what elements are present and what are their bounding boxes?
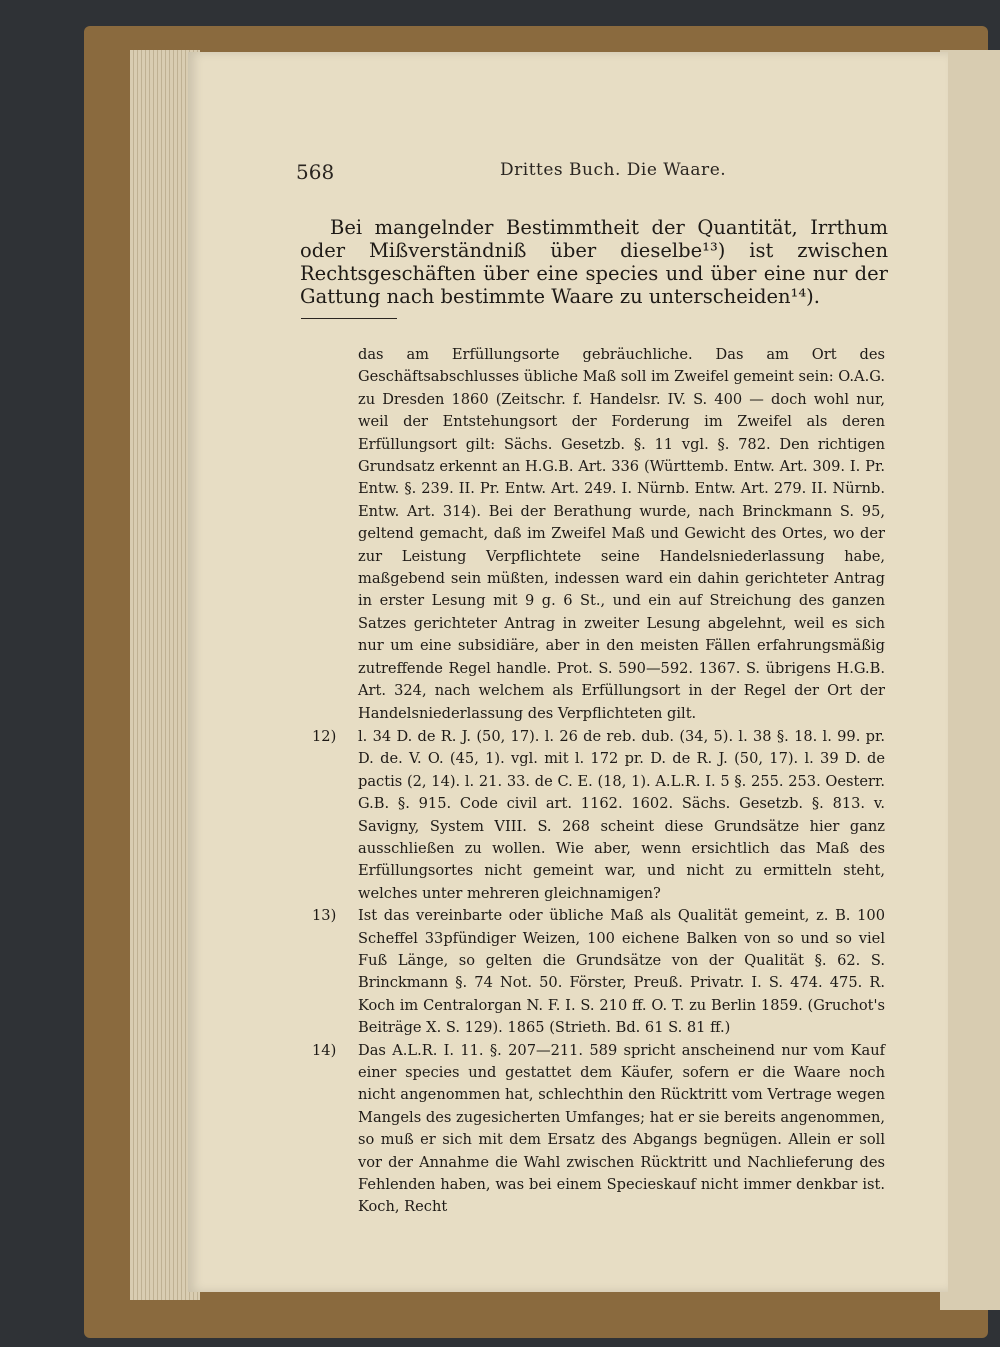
footnote-number: 14) xyxy=(312,1041,337,1059)
footnote-rule xyxy=(301,318,397,319)
footnote-continuation: das am Erfüllungsorte gebräuchliche. Das am Ort des Geschäftsabschlusses übliche Maß soll im Zweifel gemeint sein: O.A.G. zu Dresden 1860 (Zeitschr. f. Handelsr. IV. S. 400 — doch wohl nur, weil der Entstehungsort der Forderung im Zweifel als deren Erfüllungsort gilt: Sächs. Gesetzb. §. 11 vgl. §. 782. Den richtigen Grundsatz erkennt an H.G.B. Art. 336 (Württemb. Entw. Art. 309. I. Pr. Entw. §. 239. II. Pr. Entw. Art. 249. I. Nürnb. Entw. Art. 279. II. Nürnb. Entw. Art. 314). Bei der Berathung wurde, nach Brinckmann S. 95, geltend gemacht, daß im Zweifel Maß und Gewicht des Ortes, wo der zur Leistung Verpflichtete seine Handelsniederlassung habe, maßgebend sein müßten, indessen ward ein dahin gerichteter Antrag in erster Lesung mit 9 g. 6 St., und ein auf Streichung des ganzen Satzes gerichteter Antrag in zweiter Lesung abgelehnt, weil es sich nur um eine subsidiäre, aber in den meisten Fällen erfahrungsmäßig zutreffende Regel handle. Prot. S. 590—592. 1367. S. übrigens H.G.B. Art. 324, nach welchem als Erfüllungsort in der Regel der Ort der Handelsniederlassung des Verpflichteten gilt. xyxy=(358,346,885,722)
footnote-12 xyxy=(300,726,885,905)
footnote-13 xyxy=(300,905,885,1039)
running-title: Drittes Buch. Die Waare. xyxy=(500,160,727,180)
footnote-text: Ist das vereinbarte oder übliche Maß als Qualität gemeint, z. B. 100 Scheffel 33pfündiger Weizen, 100 eichene Balken von so und so viel Fuß Länge, so gelten die Grundsätze von der Qualität §. 62. S. Brinckmann §. 74 Not. 50. Förster, Preuß. Privatr. I. S. 474. 475. R. Koch im Centralorgan N. F. I. S. 210 ff. O. T. zu Berlin 1859. (Gruchot's Beiträge X. S. 129). 1865 (Strieth. Bd. 61 S. 81 ff.) xyxy=(358,907,885,1037)
running-head xyxy=(296,160,896,186)
footnote-text: l. 34 D. de R. J. (50, 17). l. 26 de reb. dub. (34, 5). l. 38 §. 18. l. 99. pr. D. de. V. O. (45, 1). vgl. mit l. 172 pr. D. de R. J. (50, 17). l. 39 D. de pactis (2, 14). l. 21. 33. de C. E. (18, 1). A.L.R. I. 5 §. 255. 253. Oesterr. G.B. §. 915. Code civil art. 1162. 1602. Sächs. Gesetzb. §. 813. v. Savigny, System VIII. S. 268 scheint diese Grundsätze hier ganz ausschließen zu wollen. Wie aber, wenn ersichtlich das Maß des Erfüllungsortes nicht gemeint war, und nicht zu ermitteln steht, welches unter mehreren gleichnamigen? xyxy=(358,727,885,902)
page-number: 568 xyxy=(296,160,335,184)
main-paragraph: Bei mangelnder Bestimmtheit der Quantität, Irrthum oder Mißverständniß über dieselbe¹³) ist zwischen Rechtsgeschäften über eine species und über eine nur der Gattung nach bestimmte Waare zu unterscheiden¹⁴). xyxy=(300,215,888,308)
footnote-14 xyxy=(300,1040,885,1219)
next-page-edge xyxy=(940,50,1000,1310)
footnotes xyxy=(300,344,885,1219)
footnote-number: 12) xyxy=(312,727,337,745)
footnote-text: Das A.L.R. I. 11. §. 207—211. 589 spricht anscheinend nur vom Kauf einer species und gestattet dem Käufer, sofern er die Waare noch nicht angenommen hat, schlechthin den Rücktritt vom Vertrage wegen Mangels des zugesicherten Umfanges; hat er sie bereits angenommen, so muß er sich mit dem Ersatz des Abgangs begnügen. Allein er soll vor der Annahme die Wahl zwischen Rücktritt und Nachlieferung des Fehlenden haben, was bei einem Specieskauf nicht immer denkbar ist. Koch, Recht xyxy=(358,1041,885,1216)
footnote-number: 13) xyxy=(312,907,337,925)
